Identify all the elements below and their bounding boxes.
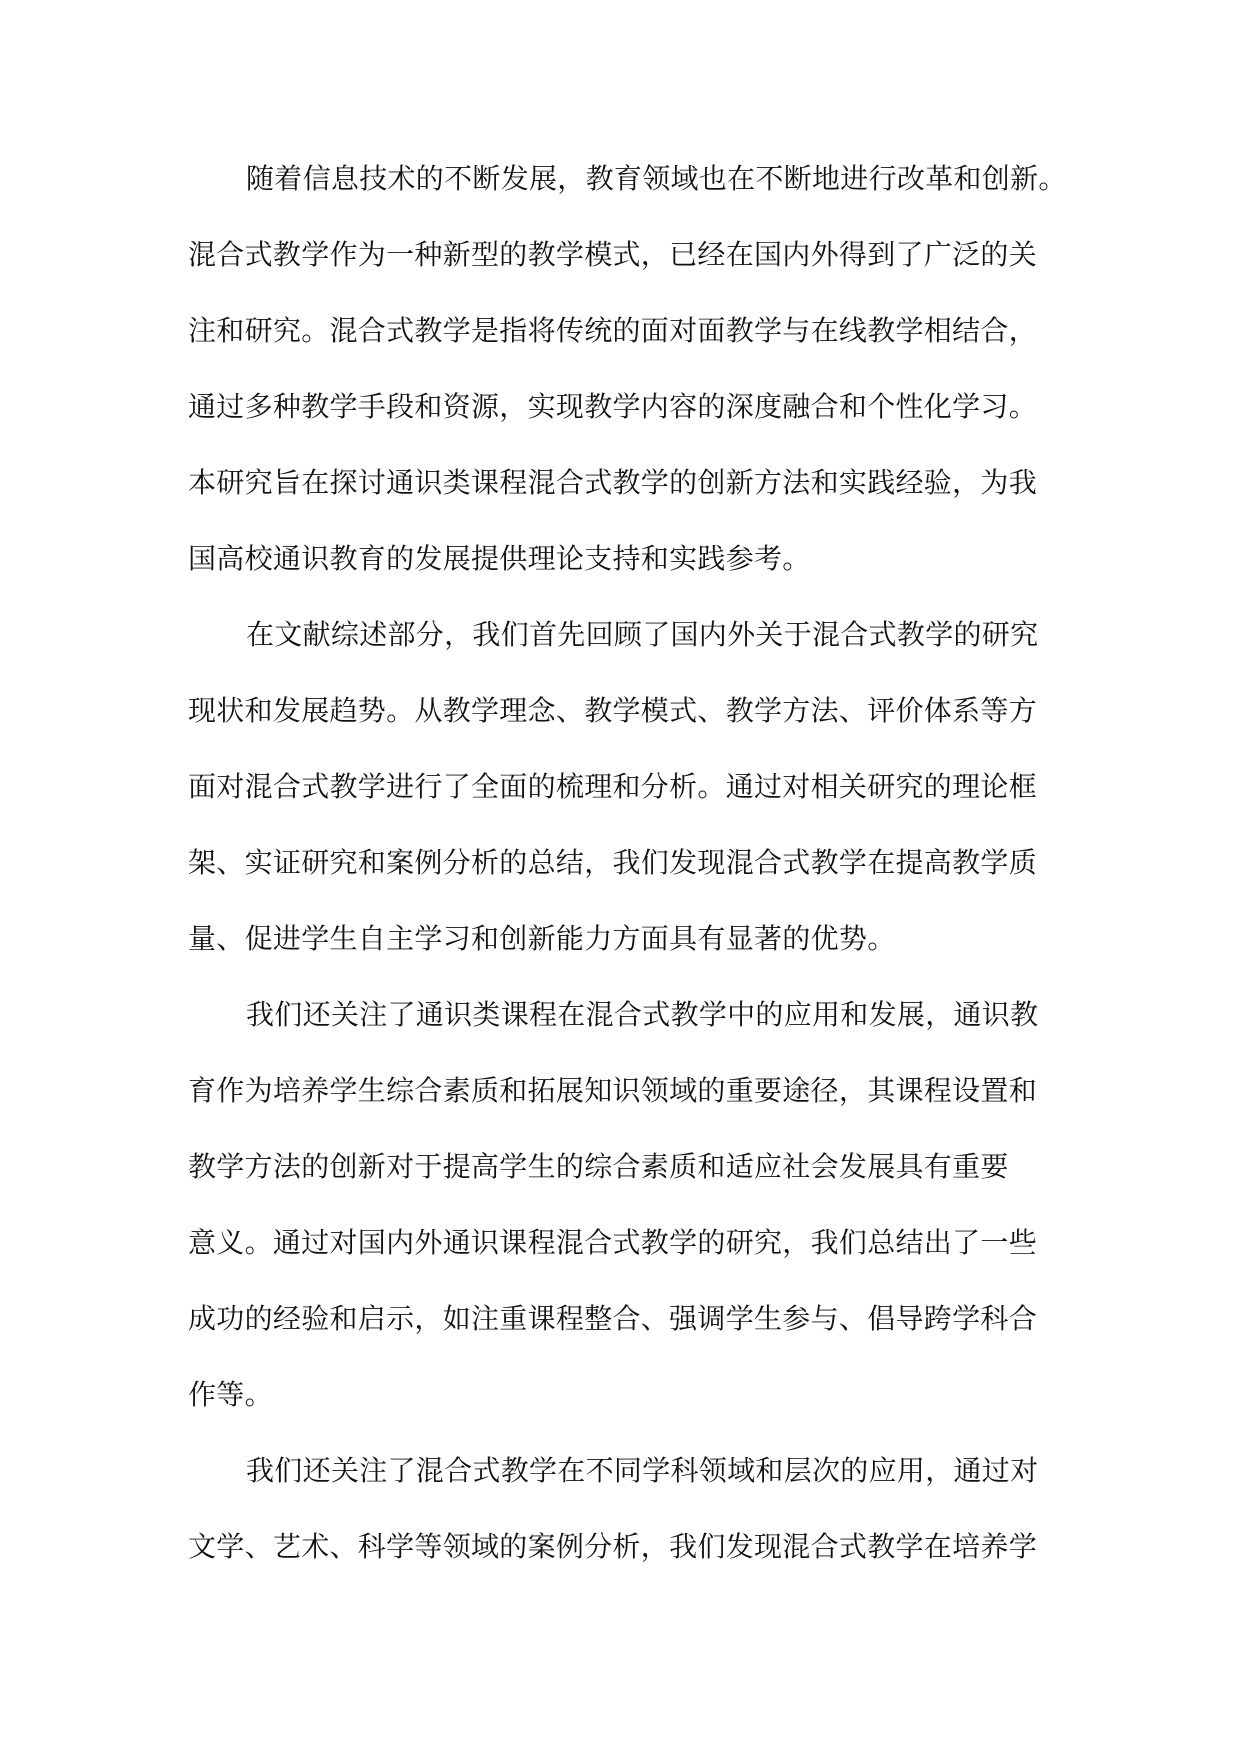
body-text <box>188 141 1068 1585</box>
text-line: 现状和发展趋势。从教学理念、教学模式、教学方法、评价体系等方 <box>188 694 1038 727</box>
text-line: 面对混合式教学进行了全面的梳理和分析。通过对相关研究的理论框 <box>188 770 1038 803</box>
text-line: 我们还关注了混合式教学在不同学科领域和层次的应用，通过对 <box>246 1454 1039 1487</box>
text-line: 架、实证研究和案例分析的总结，我们发现混合式教学在提高教学质 <box>188 846 1038 879</box>
text-line: 我们还关注了通识类课程在混合式教学中的应用和发展，通识教 <box>246 998 1039 1031</box>
text-line: 作等。 <box>188 1378 273 1411</box>
text-line: 文学、艺术、科学等领域的案例分析，我们发现混合式教学在培养学 <box>188 1530 1038 1563</box>
text-line: 育作为培养学生综合素质和拓展知识领域的重要途径，其课程设置和 <box>188 1074 1038 1107</box>
text-line: 注和研究。混合式教学是指将传统的面对面教学与在线教学相结合， <box>188 314 1038 347</box>
paragraph-1 <box>188 141 1068 597</box>
text-line: 混合式教学作为一种新型的教学模式，已经在国内外得到了广泛的关 <box>188 238 1038 271</box>
text-line: 通过多种教学手段和资源，实现教学内容的深度融合和个性化学习。 <box>188 390 1038 423</box>
text-line: 成功的经验和启示，如注重课程整合、强调学生参与、倡导跨学科合 <box>188 1302 1038 1335</box>
text-line: 意义。通过对国内外通识课程混合式教学的研究，我们总结出了一些 <box>188 1226 1038 1259</box>
paragraph-3 <box>188 977 1068 1433</box>
text-line: 本研究旨在探讨通识类课程混合式教学的创新方法和实践经验，为我 <box>188 466 1038 499</box>
text-line: 国高校通识教育的发展提供理论支持和实践参考。 <box>188 542 811 575</box>
text-line: 教学方法的创新对于提高学生的综合素质和适应社会发展具有重要 <box>188 1150 1009 1183</box>
paragraph-2 <box>188 597 1068 977</box>
paragraph-4 <box>188 1433 1068 1585</box>
text-line: 量、促进学生自主学习和创新能力方面具有显著的优势。 <box>188 922 896 955</box>
text-line: 在文献综述部分，我们首先回顾了国内外关于混合式教学的研究 <box>246 618 1039 651</box>
text-line: 随着信息技术的不断发展，教育领域也在不断地进行改革和创新。 <box>246 162 1067 195</box>
